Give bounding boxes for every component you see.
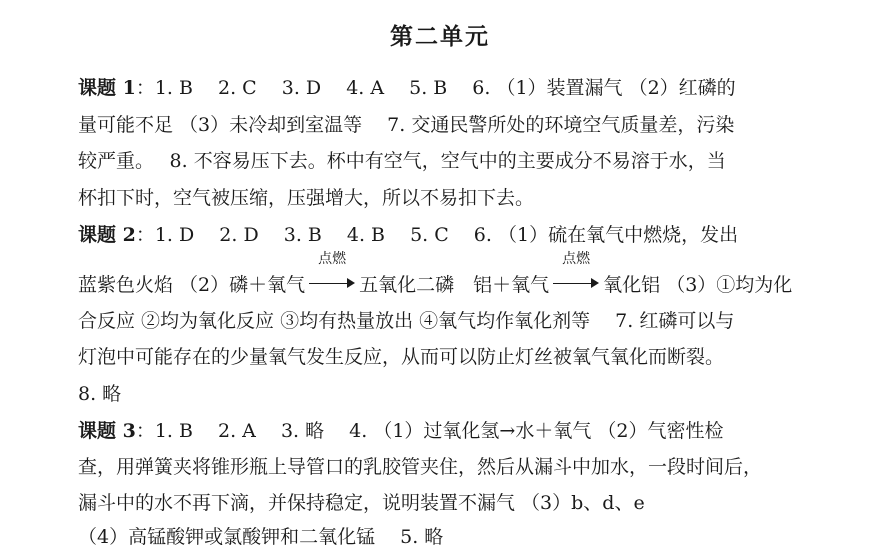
reaction-arrow-1 — [307, 251, 357, 291]
arrow-head-1 — [347, 278, 355, 288]
reaction-condition-2: 点燃 — [562, 251, 591, 267]
lesson-2-label: 课题 2 — [78, 224, 136, 246]
lesson-1-line-3: 较严重。 8. 不容易压下去。杯中有空气，空气中的主要成分不易溶于水，当 — [78, 150, 726, 172]
lesson-2-text: ：1. D 2. D 3. B 4. B 5. C 6. （1）硫在氧气中燃烧，发出 — [135, 224, 739, 246]
lesson-1-text: ：1. B 2. C 3. D 4. A 5. B 6. （1）装置漏气 （2）红磷的 — [135, 77, 736, 99]
lesson-3-line-2: 查，用弹簧夹将锥形瓶上导管口的乳胶管夹住，然后从漏斗中加水，一段时间后， — [78, 456, 763, 478]
lesson-1-label: 课题 1 — [78, 77, 136, 99]
lesson-2-line-5: 8. 略 — [78, 383, 122, 405]
lesson-2-line-4: 灯泡中可能存在的少量氧气发生反应，从而可以防止灯丝被氧气氧化而断裂。 — [78, 346, 725, 368]
arrow-shaft-2 — [553, 283, 593, 284]
lesson-3-line-4: （4）高锰酸钾或氯酸钾和二氧化锰 5. 略 — [78, 526, 444, 548]
lesson-3-line-1 — [78, 418, 848, 444]
lesson-3-text: ：1. B 2. A 3. 略 4. （1）过氧化氢→水＋氧气 （2）气密性检 — [135, 420, 724, 442]
lesson-2-line-3: 合反应 ②均为氧化反应 ③均有热量放出 ④氧气均作氧化剂等 7. 红磷可以与 — [78, 310, 735, 332]
arrow-shaft-1 — [309, 283, 349, 284]
lesson-3-label: 课题 3 — [78, 420, 136, 442]
reaction-arrow-2 — [551, 251, 601, 291]
page-title: 第二单元 — [390, 23, 490, 50]
equation-text-2: 五氧化二磷 铝＋氧气 — [359, 274, 550, 296]
lesson-1-line-2: 量可能不足 （3）未冷却到室温等 7. 交通民警所处的环境空气质量差，污染 — [78, 114, 735, 136]
equation-text-1: 蓝紫色火焰 （2）磷＋氧气 — [78, 274, 306, 296]
lesson-3-line-3: 漏斗中的水不再下滴，并保持稳定，说明装置不漏气 （3）b、d、e — [78, 492, 645, 514]
lesson-1-line-1 — [78, 75, 848, 101]
reaction-condition-1: 点燃 — [318, 251, 347, 267]
lesson-1-line-4: 杯扣下时，空气被压缩，压强增大，所以不易扣下去。 — [78, 187, 535, 209]
arrow-head-2 — [591, 278, 599, 288]
lesson-2-equation-line — [78, 251, 848, 298]
lesson-2-line-1 — [78, 222, 848, 248]
equation-text-3: 氧化铝 （3）①均为化 — [603, 274, 793, 296]
